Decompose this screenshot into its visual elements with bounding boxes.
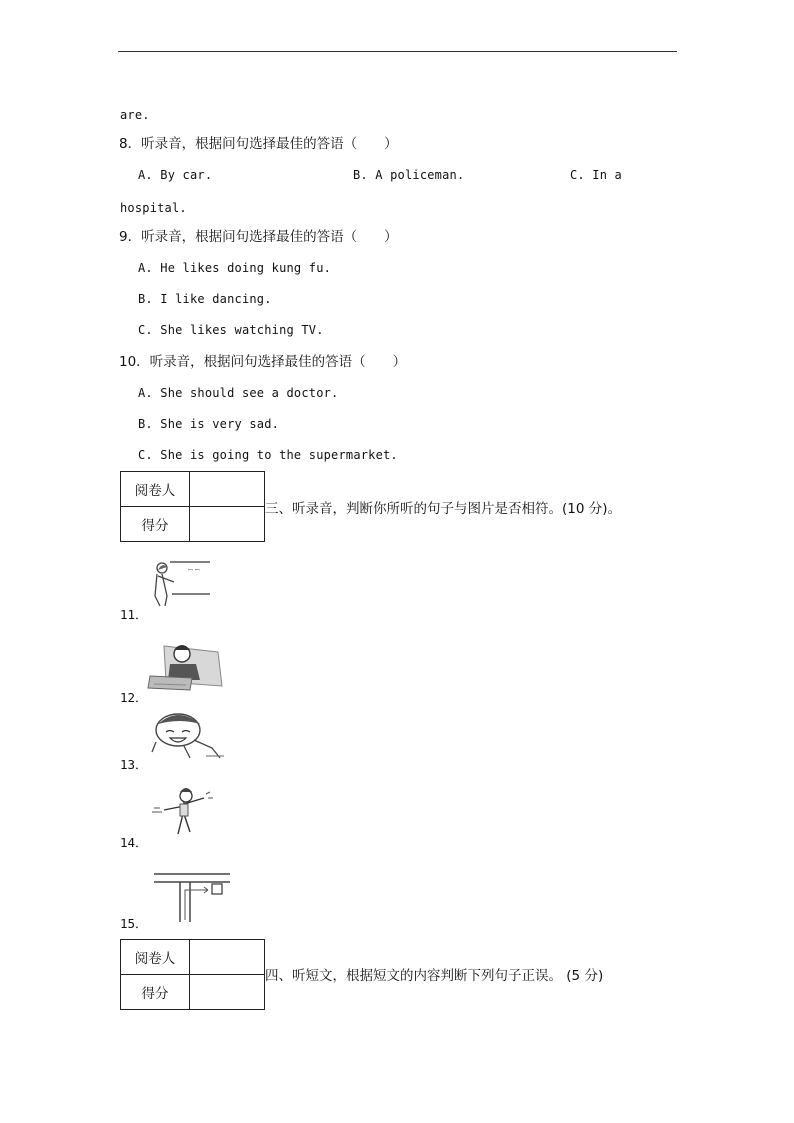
section-3-title: 三、听录音，判断你所听的句子与图片是否相符。(10 分)。 (265, 501, 622, 517)
question-10-option-c: C. She is going to the supermarket. (138, 448, 398, 462)
score-label: 得分 (121, 975, 190, 1010)
question-13-number: 13． (120, 757, 148, 772)
laughing-boy-picture (150, 712, 226, 762)
question-8-option-b: B. A policeman. (353, 168, 465, 182)
question-10-option-b: B. She is very sad. (138, 417, 280, 431)
question-14-number: 14． (120, 835, 148, 850)
question-10-stem: 10．听录音，根据问句选择最佳的答语（ ） (119, 354, 407, 370)
question-9-stem: 9．听录音，根据问句选择最佳的答语（ ） (119, 229, 398, 245)
question-8-option-c-continued: hospital. (120, 201, 187, 215)
question-8-stem: 8．听录音，根据问句选择最佳的答语（ ） (119, 136, 398, 152)
question-9-option-b: B. I like dancing. (138, 292, 272, 306)
road-map-picture (150, 870, 234, 926)
question-8-option-c: C. In a (570, 168, 622, 182)
section-4-title: 四、听短文，根据短文的内容判断下列句子正误。 (5 分) (265, 968, 604, 984)
question-8-option-a: A. By car. (138, 168, 213, 182)
score-table-section-4 (120, 939, 265, 1010)
score-label: 得分 (121, 507, 190, 542)
question-9-option-a: A. He likes doing kung fu. (138, 261, 332, 275)
continuation-text: are. (120, 108, 150, 122)
question-9-option-c: C. She likes watching TV. (138, 323, 324, 337)
question-12-number: 12． (120, 690, 148, 705)
question-10-option-a: A. She should see a doctor. (138, 386, 339, 400)
score-blank[interactable] (190, 507, 265, 542)
header-rule (118, 51, 677, 52)
man-at-desk-picture (146, 638, 226, 694)
reviewer-label: 阅卷人 (121, 472, 190, 507)
reviewer-blank[interactable] (190, 940, 265, 975)
kung-fu-girl-picture (148, 784, 220, 842)
reviewer-label: 阅卷人 (121, 940, 190, 975)
reviewer-blank[interactable] (190, 472, 265, 507)
score-blank[interactable] (190, 975, 265, 1010)
question-15-number: 15． (120, 916, 148, 931)
score-table-section-3 (120, 471, 265, 542)
question-11-number: 11． (120, 607, 148, 622)
svg-text:ꟷ ꟷ: ꟷ ꟷ (188, 567, 200, 574)
teacher-at-board-picture (150, 556, 212, 608)
